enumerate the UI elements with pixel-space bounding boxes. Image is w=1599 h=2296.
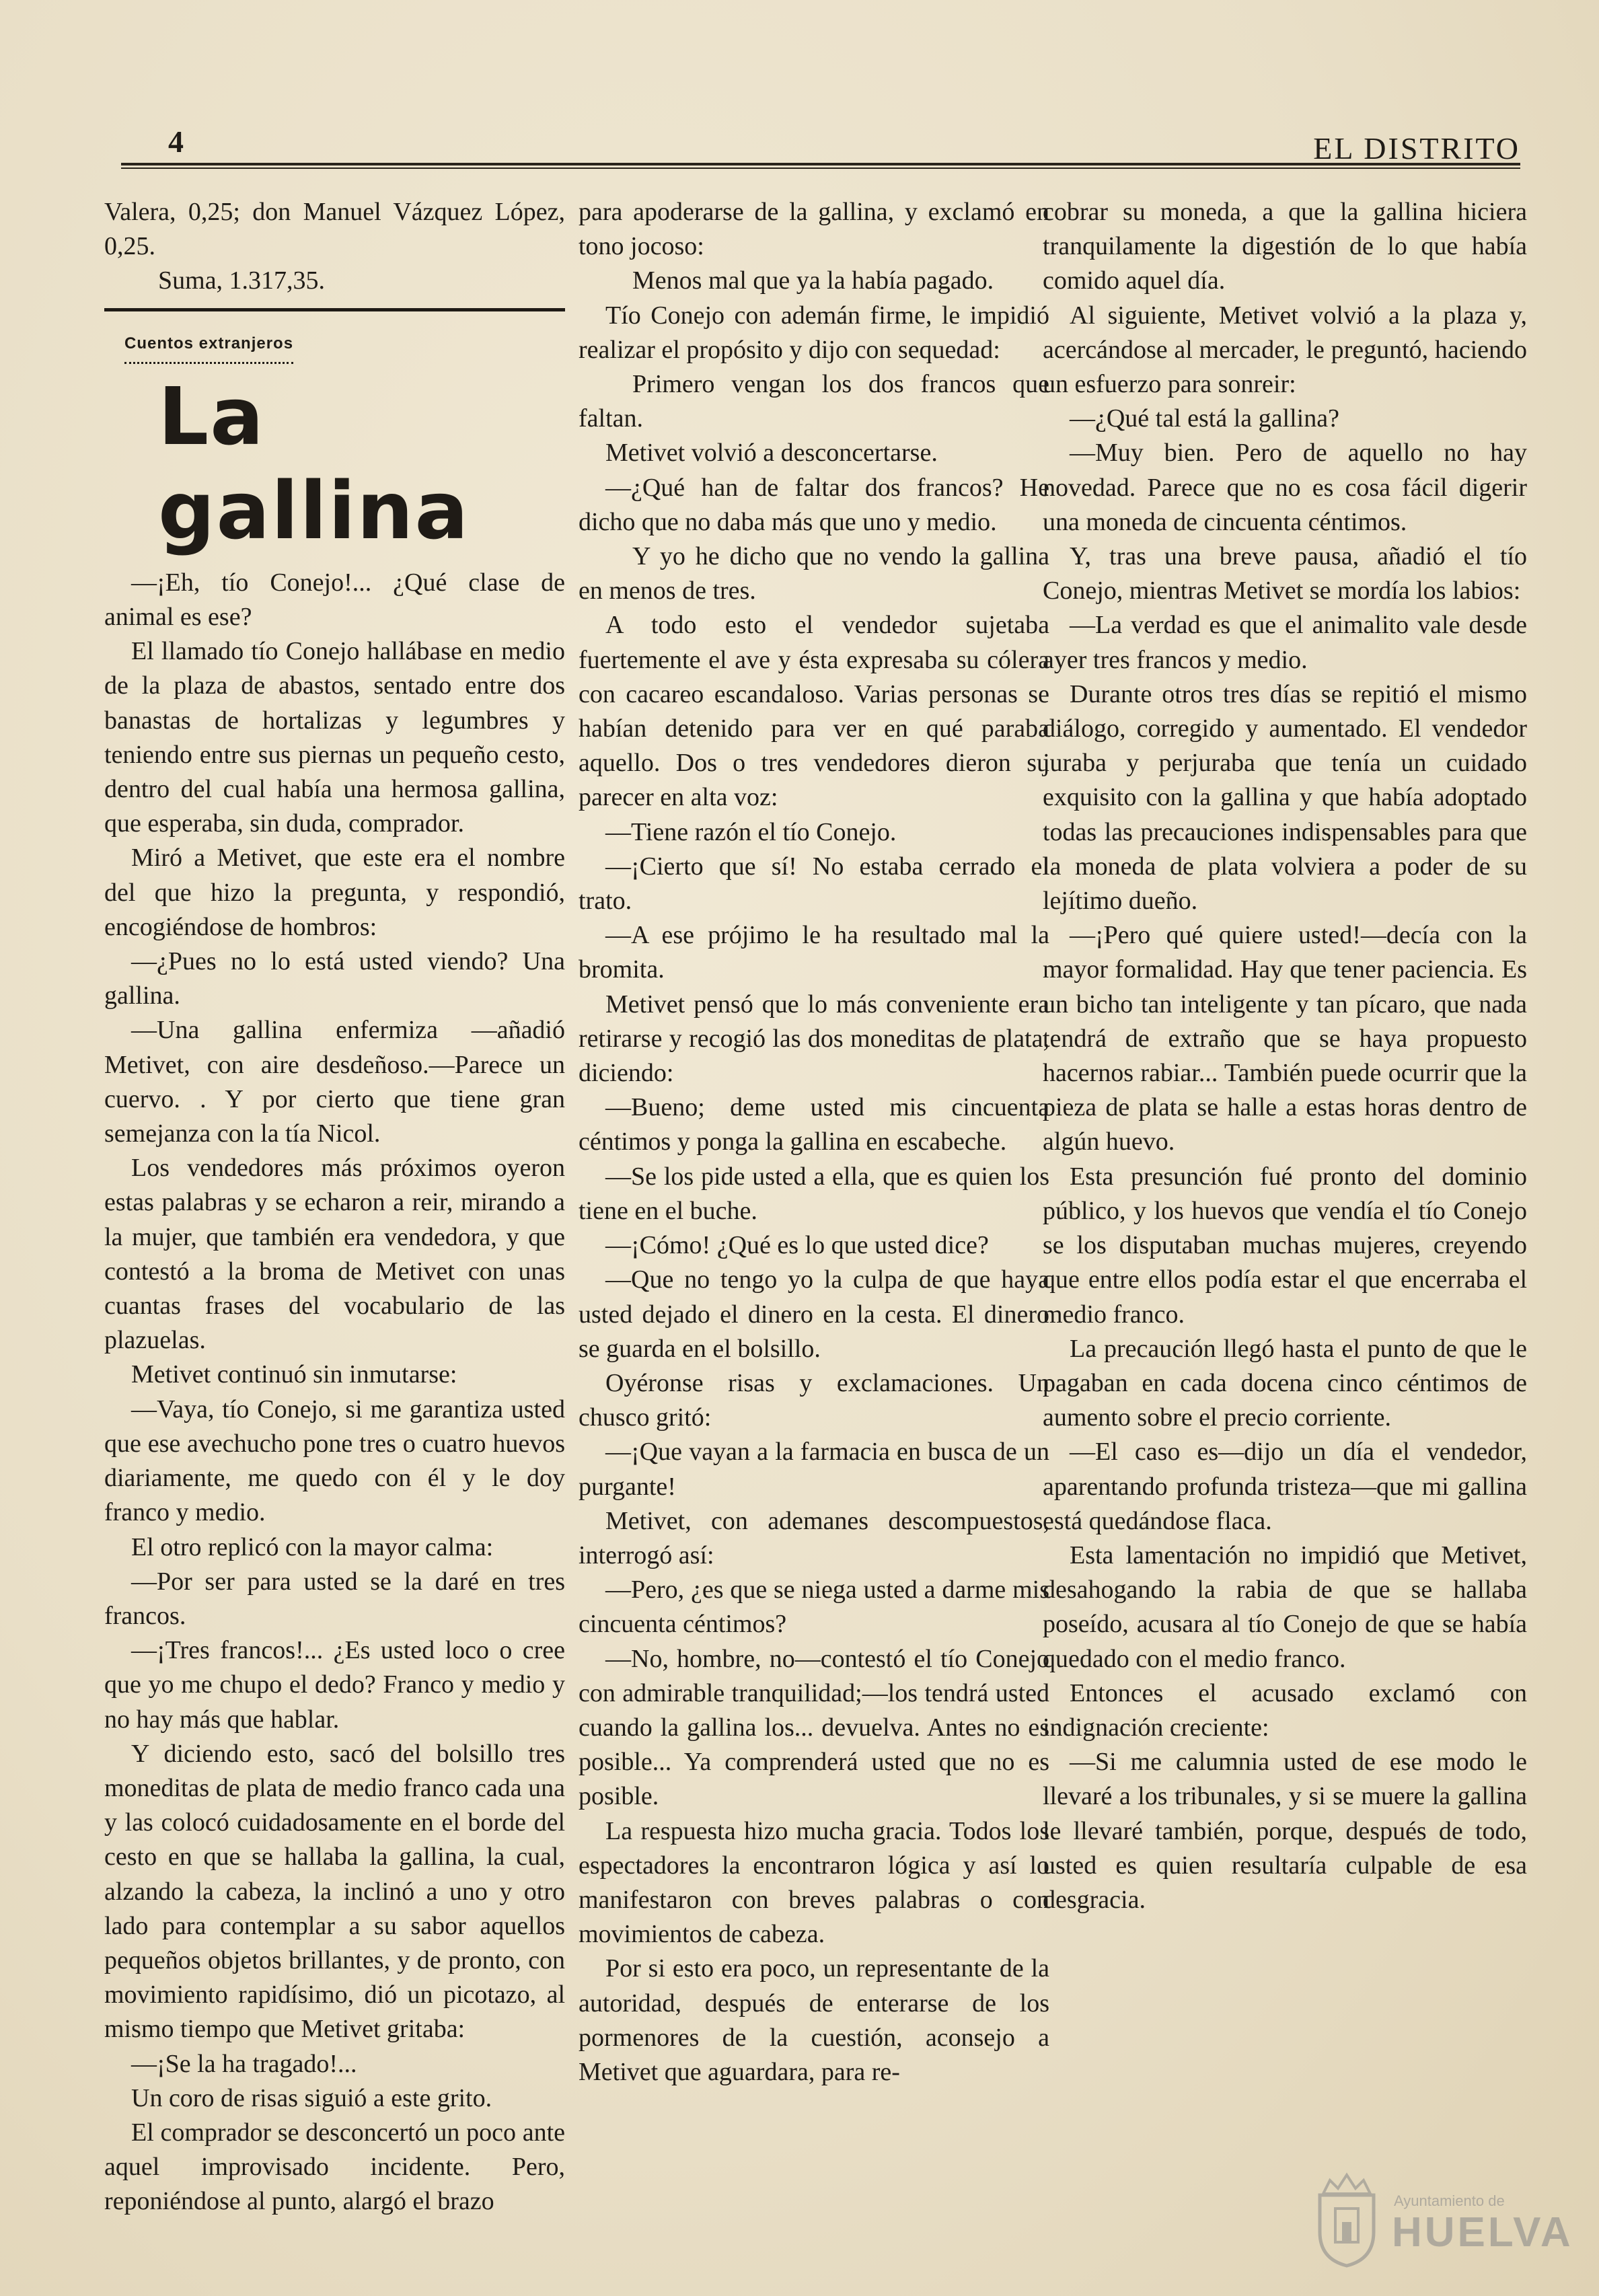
paragraph: —No, hombre, no—contestó el tío Conejo con admirable tranquilidad;—los tendrá usted cuando la gallina los... devuelva. Antes no es posible... Ya comprenderá usted que no es posible. <box>579 1644 1049 1811</box>
paragraph: —La verdad es que el animalito vale desde ayer tres francos y medio. <box>1043 611 1527 674</box>
paragraph: Metivet pensó que lo más conveniente era retirarse y recogió las dos moneditas de plata, diciendo: <box>579 990 1049 1088</box>
paragraph: —Pero, ¿es que se niega usted a darme mis cincuenta céntimos? <box>579 1576 1049 1639</box>
paragraph: Metivet continuó sin inmutarse: <box>131 1360 457 1389</box>
paragraph: Metivet, con ademanes descompuestos, interrogó así: <box>579 1506 1049 1569</box>
paragraph: —¡Pero qué quiere usted!—decía con la mayor formalidad. Hay que tener paciencia. Es un bicho tan inteligente y tan pícaro, que nada tendrá de extraño que se haya propuesto hacernos rabiar... También puede ocurrir que la pieza de plata se halle a estas horas dentro de algún huevo. <box>1043 921 1527 1156</box>
paragraph: Por si esto era poco, un representante de la autoridad, después de enterarse de los pormenores de la cuestión, aconsejo a Metivet que aguardara, para re- <box>579 1954 1049 2086</box>
paragraph: —El caso es—dijo un día el vendedor, aparentando profunda tristeza—que mi gallina está quedándose flaca. <box>1043 1438 1527 1535</box>
paragraph: Y yo he dicho que no vendo la gallina en menos de tres. <box>579 542 1049 605</box>
paragraph: Menos mal que ya la había pagado. <box>632 266 994 295</box>
paragraph: —¡Cierto que sí! No estaba cerrado el trato. <box>579 852 1049 916</box>
paragraph: —A ese prójimo le ha resultado mal la bromita. <box>579 921 1049 984</box>
paragraph: Esta presunción fué pronto del dominio público, y los huevos que vendía el tío Conejo se los disputaban muchas mujeres, creyendo que entre ellos podía estar el que encerraba el medio franco. <box>1043 1162 1527 1329</box>
paragraph: Oyéronse risas y exclamaciones. Un chusco gritó: <box>579 1368 1049 1432</box>
paragraph: Tío Conejo con ademán firme, le impidió realizar el propósito y dijo con sequedad: <box>579 301 1049 364</box>
watermark-title: HUELVA <box>1392 2209 1573 2256</box>
story-title: La gallina <box>158 369 470 557</box>
paragraph: —Tiene razón el tío Conejo. <box>605 817 897 846</box>
paragraph: Miró a Metivet, que este era el nombre del que hizo la pregunta, y respondió, encogiéndose de hombros: <box>104 844 565 941</box>
paragraph: Al siguiente, Metivet volvió a la plaza y, acercándose al mercader, le preguntó, haciendo un esfuerzo para sonreir: <box>1043 301 1527 399</box>
section-divider <box>104 308 565 311</box>
page-number: 4 <box>168 124 184 159</box>
paragraph: —¡Tres francos!... ¿Es usted loco o cree que yo me chupo el dedo? Franco y medio y no hay más que hablar. <box>104 1636 565 1734</box>
paragraph: El otro replicó con la mayor calma: <box>131 1532 494 1561</box>
section-label: Cuentos extranjeros <box>124 326 293 364</box>
paragraph: El llamado tío Conejo hallábase en medio de la plaza de abastos, sentado entre dos banastas de hortalizas y legumbres y teniendo entre sus piernas un pequeño cesto, dentro del cual había una hermosa gallina, que esperaba, sin duda, comprador. <box>104 637 565 838</box>
paragraph: cobrar su moneda, a que la gallina hiciera tranquilamente la digestión de lo que había comido aquel día. <box>1043 198 1527 295</box>
paragraph: El comprador se desconcertó un poco ante aquel improvisado incidente. Pero, reponiéndose al punto, alargó el brazo <box>104 2118 565 2216</box>
paragraph: —¡Eh, tío Conejo!... ¿Qué clase de animal es ese? <box>104 568 565 632</box>
coat-of-arms-icon <box>1310 2168 1384 2269</box>
intro-line: Valera, 0,25; don Manuel Vázquez López, 0,25. <box>104 198 565 261</box>
watermark <box>1310 2168 1573 2269</box>
paragraph: Esta lamentación no impidió que Metivet, desahogando la rabia de que se hallaba poseído, acusara al tío Conejo de que se había quedado con el medio franco. <box>1043 1541 1527 1673</box>
paragraph: —¡Que vayan a la farmacia en busca de un purgante! <box>579 1438 1049 1501</box>
watermark-subtitle: Ayuntamiento de <box>1394 2192 1505 2209</box>
paragraph: —¿Qué han de faltar dos francos? He dicho que no daba más que uno y medio. <box>579 473 1049 536</box>
paragraph: —¡Cómo! ¿Qué es lo que usted dice? <box>605 1231 989 1260</box>
paragraph: A todo esto el vendedor sujetaba fuertemente el ave y ésta expresaba su cólera con cacareo escandaloso. Varias personas se habían detenido para ver en qué paraba aquello. Dos o tres vendedores dieron su parecer en alta voz: <box>579 611 1049 812</box>
paragraph: —¿Pues no lo está usted viendo? Una gallina. <box>104 947 565 1010</box>
paragraph: —¿Qué tal está la gallina? <box>1070 404 1339 433</box>
paragraph: Un coro de risas siguió a este grito. <box>131 2083 492 2112</box>
newspaper-name: EL DISTRITO <box>1313 131 1520 165</box>
paragraph: La precaución llegó hasta el punto de que le pagaban en cada docena cinco céntimos de aumento sobre el precio corriente. <box>1043 1334 1527 1432</box>
paragraph: Durante otros tres días se repitió el mismo diálogo, corregido y aumentado. El vendedor juraba y perjuraba que tenía un cuidado exquisito con la gallina y que había adoptado todas las precauciones indispensables para que la moneda de plata volviera a poder de su lejítimo dueño. <box>1043 679 1527 916</box>
paragraph: Y diciendo esto, sacó del bolsillo tres moneditas de plata de medio franco cada una y las colocó cuidadosamente en el borde del cesto en que se hallaba la gallina, la cual, alzando la cabeza, la inclinó a uno y otro lado para contemplar a su sabor aquellos pequeños objetos brillantes, y de pronto, con movimiento rapidísimo, dió un picotazo, al mismo tiempo que Metivet gritaba: <box>104 1739 565 2044</box>
paragraph: —Bueno; deme usted mis cincuenta céntimos y ponga la gallina en escabeche. <box>579 1093 1049 1156</box>
paragraph: —Si me calumnia usted de ese modo le llevaré a los tribunales, y si se muere la gallina le llevaré también, porque, después de todo, usted es quien resultaría culpable de esa desgracia. <box>1043 1748 1527 1914</box>
header-rule <box>121 163 1520 169</box>
paragraph: para apoderarse de la gallina, y exclamó en tono jocoso: <box>579 198 1049 261</box>
column-3 <box>1043 195 1527 2235</box>
paragraph: Y, tras una breve pausa, añadió el tío Conejo, mientras Metivet se mordía los labios: <box>1043 542 1527 605</box>
paragraph: Metivet volvió a desconcertarse. <box>605 439 938 468</box>
intro-total: Suma, 1.317,35. <box>158 266 326 295</box>
paragraph: —¡Se la ha tragado!... <box>131 2049 357 2078</box>
paragraph: —Una gallina enfermiza —añadió Metivet, con aire desdeñoso.—Parece un cuervo. . Y por cierto que tiene gran semejanza con la tía Nicol. <box>104 1016 565 1148</box>
column-2 <box>579 195 1049 2235</box>
paragraph: Primero vengan los dos francos que faltan. <box>579 370 1049 433</box>
paragraph: —Vaya, tío Conejo, si me garantiza usted que ese avechucho pone tres o cuatro huevos diariamente, me quedo con él y le doy franco y medio. <box>104 1395 565 1527</box>
paragraph: Entonces el acusado exclamó con indignación creciente: <box>1043 1678 1527 1742</box>
paragraph: —Que no tengo yo la culpa de que haya usted dejado el dinero en la cesta. El dinero se guarda en el bolsillo. <box>579 1265 1049 1363</box>
paragraph: —Muy bien. Pero de aquello no hay novedad. Parece que no es cosa fácil digerir una moneda de cincuenta céntimos. <box>1043 439 1527 536</box>
paragraph: —Por ser para usted se la daré en tres francos. <box>104 1567 565 1630</box>
paragraph: La respuesta hizo mucha gracia. Todos los espectadores la encontraron lógica y así lo manifestaron con breves palabras o con movimientos de cabeza. <box>579 1816 1049 1949</box>
paragraph: —Se los pide usted a ella, que es quien los tiene en el buche. <box>579 1162 1049 1225</box>
paragraph: Los vendedores más próximos oyeron estas palabras y se echaron a reir, mirando a la mujer, que también era vendedora, y que contestó a la broma de Metivet con unas cuantas frases del vocabulario de las plazuelas. <box>104 1154 565 1355</box>
column-1 <box>104 195 565 2235</box>
page-header <box>121 120 1520 174</box>
